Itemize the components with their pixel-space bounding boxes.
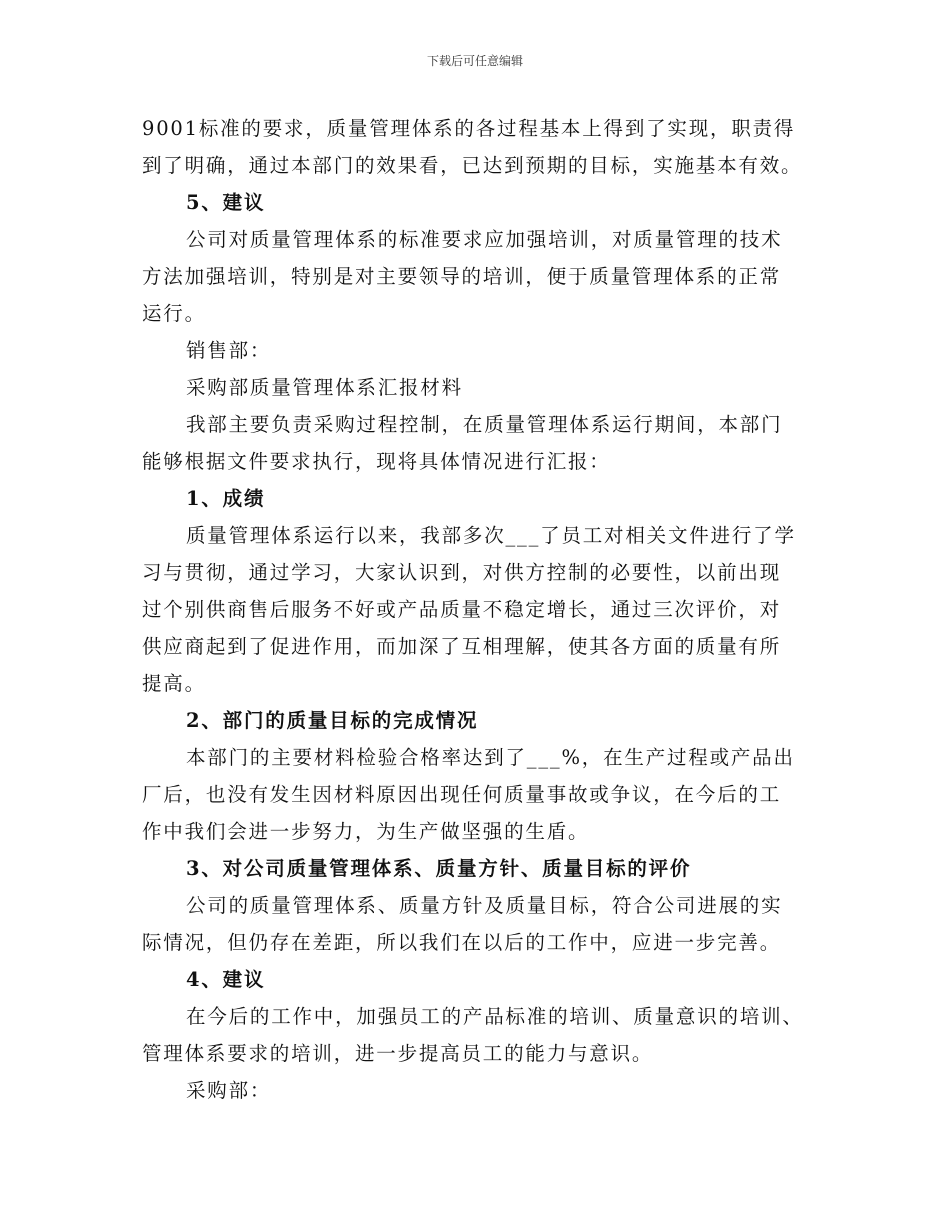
paragraph-line: 管理体系要求的培训，进一步提高员工的能力与意识。 (142, 1042, 654, 1065)
paragraph-line: 作中我们会进一步努力，为生产做坚强的生盾。 (142, 820, 590, 843)
paragraph-line: 本部门的主要材料检验合格率达到了___%，在生产过程或产品出 (186, 746, 795, 769)
section-heading: 3、对公司质量管理体系、质量方针、质量目标的评价 (186, 857, 692, 880)
department-signature: 采购部： (186, 1079, 272, 1102)
section-heading: 5、建议 (186, 191, 266, 214)
page-header-note: 下载后可任意编辑 (426, 54, 523, 68)
department-signature: 销售部： (186, 339, 272, 362)
paragraph-line: 在今后的工作中，加强员工的产品标准的培训、质量意识的培训、 (186, 1005, 804, 1028)
paragraph-line: 际情况，但仍存在差距，所以我们在以后的工作中，应进一步完善。 (142, 931, 782, 954)
paragraph-line: 供应商起到了促进作用，而加深了互相理解，使其各方面的质量有所 (142, 635, 782, 658)
paragraph-line: 提高。 (142, 672, 206, 695)
paragraph-line: 公司的质量管理体系、质量方针及质量目标，符合公司进展的实 (186, 894, 783, 917)
paragraph-line: 运行。 (142, 302, 206, 325)
section-heading: 2、部门的质量目标的完成情况 (186, 709, 479, 732)
paragraph-line: 习与贯彻，通过学习，大家认识到，对供方控制的必要性，以前出现 (142, 561, 782, 584)
paragraph-line: 方法加强培训，特别是对主要领导的培训，便于质量管理体系的正常 (142, 265, 782, 288)
paragraph-line: 到了明确，通过本部门的效果看，已达到预期的目标，实施基本有效。 (142, 154, 803, 177)
paragraph-line: 9001标准的要求，质量管理体系的各过程基本上得到了实现，职责得 (142, 117, 796, 140)
paragraph-line: 质量管理体系运行以来，我部多次___了员工对相关文件进行了学 (186, 524, 796, 547)
paragraph-line: 能够根据文件要求执行，现将具体情况进行汇报： (142, 450, 611, 473)
report-title: 采购部质量管理体系汇报材料 (186, 376, 463, 399)
document-body (142, 110, 812, 1109)
paragraph-line: 我部主要负责采购过程控制，在质量管理体系运行期间，本部门 (186, 413, 783, 436)
paragraph-line: 公司对质量管理体系的标准要求应加强培训，对质量管理的技术 (186, 228, 783, 251)
section-heading: 1、成绩 (186, 487, 266, 510)
paragraph-line: 过个别供商售后服务不好或产品质量不稳定增长，通过三次评价，对 (142, 598, 782, 621)
paragraph-line: 厂后，也没有发生因材料原因出现任何质量事故或争议，在今后的工 (142, 783, 782, 806)
section-heading: 4、建议 (186, 968, 266, 991)
